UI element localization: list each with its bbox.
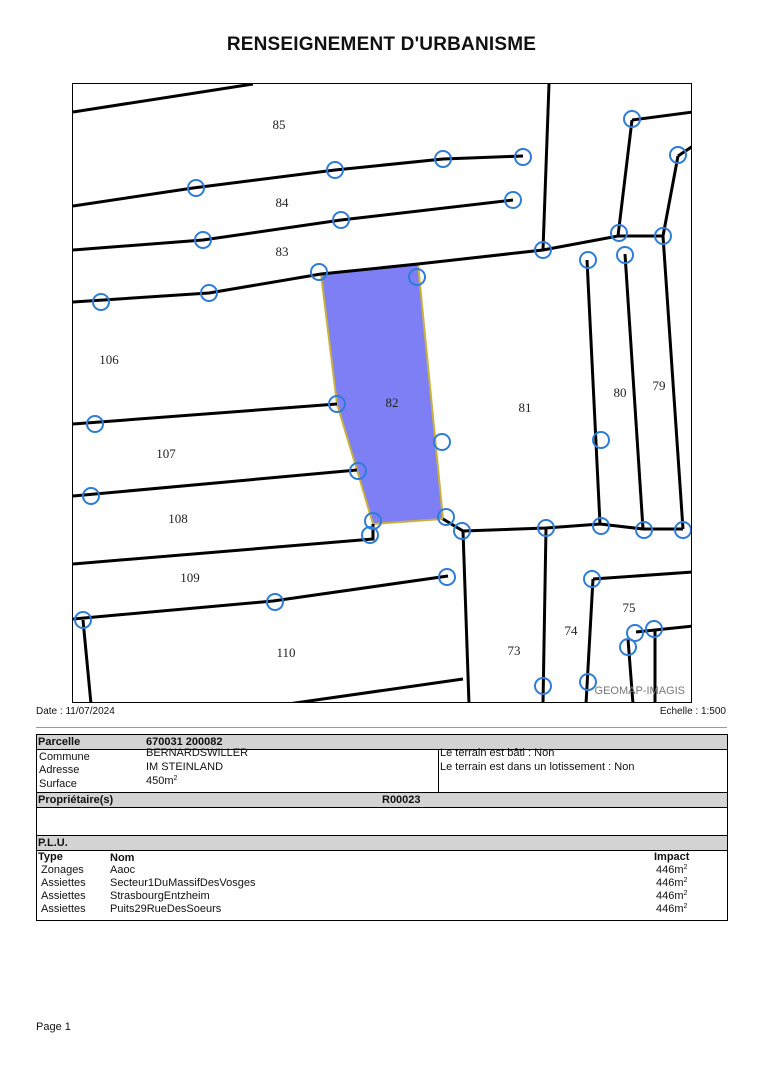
parcel-label-81: 81 [518,400,532,415]
adresse-label: Adresse [39,764,80,776]
row-impact: $446m^2$ [656,864,688,876]
row-type: Assiettes [41,903,86,915]
parcel-label-75: 75 [622,600,636,615]
map-scale: Echelle : 1:500 [659,706,726,717]
parcel-label-79: 79 [652,378,666,393]
table-row [37,864,727,877]
row-type: Assiettes [41,877,86,889]
plu-column-headers [37,851,727,864]
parcel-label-74: 74 [564,623,578,638]
bati-status: Le terrain est bâti : Non [440,747,555,759]
parcel-info-table [36,734,728,921]
owner-details [37,808,727,836]
owner-header [37,793,727,808]
map-watermark: GEOMAP-IMAGIS [594,685,685,697]
parcel-label: Parcelle [38,736,81,748]
parcel-label-106: 106 [99,352,119,367]
parcel-label-108: 108 [168,511,188,526]
parcel-id: 670031 200082 [146,736,223,748]
lotissement-status: Le terrain est dans un lotissement : Non [440,761,635,773]
adresse-value: IM STEINLAND [146,761,224,773]
col-impact: Impact [654,851,690,863]
parcel-label-83: 83 [275,244,289,259]
parcel-label-82: 82 [385,395,399,410]
page-title: RENSEIGNEMENT D'URBANISME [226,34,537,55]
row-type: Assiettes [41,890,86,902]
row-impact: $446m^2$ [656,890,688,902]
table-row [37,890,727,903]
row-type: Zonages [41,864,84,876]
col-type: Type [38,851,63,863]
cadastral-map[interactable] [72,83,692,703]
print-date: Date : 11/07/2024 [36,706,115,717]
page-number: Page 1 [36,1021,71,1033]
row-impact: $446m^2$ [656,877,688,889]
parcel-label-109: 109 [180,570,200,585]
parcel-label-85: 85 [272,117,286,132]
divider [36,727,727,728]
table-row [37,903,727,920]
parcel-details [37,747,727,793]
column-divider [438,750,439,792]
surface-value: $450m^2$ [146,775,178,787]
row-nom: Puits29RueDesSoeurs [110,903,222,915]
parcel-label-73: 73 [507,643,521,658]
plu-label: P.L.U. [38,837,68,849]
parcel-map-drawing [73,84,692,703]
commune-value: BERNARDSWILLER [146,747,249,759]
owner-label: Propriétaire(s) [38,794,114,806]
parcel-82-highlight[interactable] [321,264,443,524]
row-nom: Secteur1DuMassifDesVosges [110,877,256,889]
commune-label: Commune [39,751,90,763]
row-nom: StrasbourgEntzheim [110,890,210,902]
parcel-header [37,735,727,750]
table-row [37,877,727,890]
parcel-label-110: 110 [276,645,296,660]
owner-id: R00023 [382,794,421,806]
parcel-label-84: 84 [275,195,289,210]
row-impact: $446m^2$ [656,903,688,915]
surface-label: Surface [39,778,77,790]
parcel-label-107: 107 [156,446,176,461]
row-nom: Aaoc [110,864,136,876]
parcel-label-80: 80 [613,385,627,400]
plu-header [37,836,727,851]
col-nom: Nom [110,852,135,864]
